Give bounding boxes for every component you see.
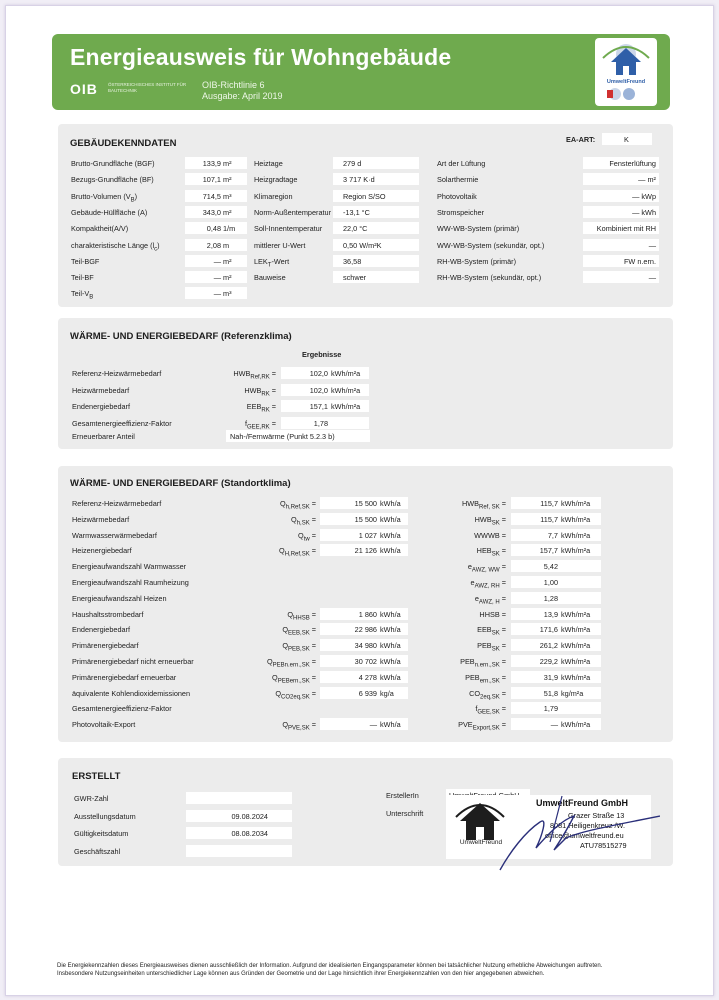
site-s-symbol-subscript: SK (491, 630, 500, 637)
site-s-symbol: WWWB = (474, 530, 506, 540)
site-s-symbol-subscript: Ref, SK (479, 504, 500, 511)
site-s-symbol: $f_{GEE,SK}$ = (475, 704, 506, 716)
site-q-unit: kWh/a (380, 657, 401, 666)
site-q-unit: kWh/a (380, 514, 401, 524)
reference-symbol-text: HWB (233, 369, 251, 378)
site-s-value: 1,79 (543, 704, 558, 714)
reference-value: 102,0 (309, 385, 328, 395)
building-field-value: 2,08 (206, 240, 221, 250)
site-s-unit: kWh/m²a (561, 530, 591, 540)
building-field-label-text: Teil-V (71, 289, 90, 299)
climate-field-label (254, 241, 305, 251)
climate-field-value: Region S/SO (343, 191, 386, 201)
site-s-value: 261,2 (539, 641, 558, 651)
site-q-symbol-subscript: PEBern.,SK (277, 678, 310, 685)
site-q-symbol: $Q_{tw}$ = (298, 530, 316, 543)
climate-field-value: 22,0 °C (343, 224, 368, 234)
reference-symbol-subscript: RK (261, 407, 270, 414)
climate-field-label (254, 208, 331, 218)
building-field-label (71, 273, 94, 283)
site-q-symbol-text: Q (282, 625, 289, 635)
site-s-unit: kWh/m²a (561, 672, 591, 682)
building-field-label (71, 257, 99, 267)
reference-label: Referenz-Heizwärmebedarf (72, 369, 162, 378)
disclaimer-line2: Insbesondere Nutzungseinheiten unterschiedlicher Lage können aus Gründen der Geometrie und der Lage hinsichtlich ihrer Energiekennzahlen von den hier angegebenen abweichen. (57, 971, 545, 977)
climate-field-label-subscript: T (267, 262, 272, 269)
site-s-unit: kWh/m²a (561, 720, 591, 730)
reference-symbol-text: HWB (244, 385, 262, 395)
building-field-label-subscript: B (130, 197, 135, 204)
site-q-symbol-subscript: PEB,SK (288, 646, 310, 653)
building-field-label-text-end: ) (157, 240, 160, 250)
site-q-value: 15 500 (354, 514, 377, 524)
site-q-value: 30 702 (354, 657, 377, 666)
guideline-info (202, 80, 283, 102)
climate-field-label-text: Bauweise (254, 273, 286, 283)
site-q-symbol: $Q_{PEBern.,SK}$ = (272, 672, 316, 685)
results-header: Ergebnisse (302, 350, 342, 359)
climate-field-label (254, 175, 297, 185)
building-field-label-subscript: B (89, 294, 94, 301)
site-s-symbol: $HWB_{SK}$ = (474, 514, 506, 527)
site-q-symbol-text: Q (275, 688, 282, 698)
building-field-label (71, 241, 160, 254)
building-field-unit: m² (223, 175, 232, 185)
climate-field-value: 36,58 (343, 256, 362, 266)
climate-field-label (254, 224, 322, 234)
site-q-symbol: $Q_{CO2eq,SK}$ = (275, 688, 316, 701)
site-q-symbol-subscript: HHSB (293, 615, 310, 622)
site-label: Heizenergiebedarf (72, 546, 132, 556)
building-field-value: 133,9 (202, 159, 221, 168)
system-field-label: Solarthermie (437, 175, 479, 185)
site-s-symbol-subscript: AWZ, WW (471, 567, 500, 574)
ea-art-label: EA-ART: (566, 135, 596, 144)
creator-label: ErstellerIn (386, 791, 419, 800)
building-field-label (71, 192, 137, 205)
handwritten-signature (470, 792, 660, 874)
guideline-edition: Ausgabe: April 2019 (202, 91, 283, 101)
climate-field-label-text: Heiztage (254, 159, 283, 168)
site-s-value: — (550, 720, 558, 730)
building-field-unit: m² (223, 256, 232, 266)
building-field-value: — (213, 289, 221, 299)
climate-field-value: schwer (343, 273, 367, 283)
climate-field-label-text: mittlerer U-Wert (254, 240, 306, 250)
site-label: Energieaufwandszahl Heizen (72, 593, 167, 603)
signature-label: Unterschrift (386, 809, 424, 818)
site-q-value: 22 986 (354, 625, 377, 635)
site-s-unit: kWh/m²a (561, 499, 591, 508)
site-q-symbol-subscript: PEBn.ern.,SK (272, 662, 310, 669)
site-q-unit: kg/a (380, 688, 394, 698)
disclaimer (57, 962, 687, 978)
site-s-symbol-subscript: Export,SK (472, 725, 500, 732)
site-q-symbol-subscript: tw (303, 536, 310, 543)
site-s-unit: kWh/m²a (561, 657, 591, 666)
site-label: Primärenergiebedarf nicht erneuerbar (72, 657, 194, 666)
system-field-value: FW n.ern. (623, 256, 656, 266)
site-s-value: 31,9 (543, 672, 558, 682)
site-q-symbol-text: Q (282, 720, 289, 730)
site-s-value: 115,7 (540, 514, 558, 524)
site-s-unit: kWh/m²a (561, 625, 591, 635)
site-s-value: 1,00 (543, 578, 558, 587)
building-field-label (71, 289, 93, 302)
site-q-symbol: $Q_{h,SK}$ = (291, 514, 316, 527)
building-field-label (71, 175, 154, 185)
site-s-symbol-text: HEB (476, 546, 492, 556)
stamp-street: Grazer Straße 13 (568, 811, 625, 820)
site-q-unit: kWh/a (380, 499, 401, 508)
reference-label: Heizwärmebedarf (72, 385, 130, 395)
site-q-symbol-subscript: CO2eq,SK (281, 694, 310, 701)
building-field-value: 107,1 (202, 175, 221, 185)
site-s-symbol: $PEB_{SK}$ = (477, 641, 506, 653)
building-field-label-text: charakteristische Länge (l (71, 240, 155, 250)
site-s-value: 229,2 (539, 657, 558, 666)
building-field-label-text: Bezugs-Grundfläche (BF) (71, 175, 154, 185)
site-s-symbol-text: PEB (460, 657, 475, 666)
site-s-symbol: $HWB_{Ref, SK}$ = (461, 499, 506, 511)
reference-climate-title: WÄRME- UND ENERGIEBEDARF (Referenzklima) (70, 331, 292, 342)
site-q-symbol: $Q_{PEB,SK}$ = (282, 641, 316, 653)
climate-field-label-text: Norm-Außentemperatur (254, 207, 332, 217)
issued-field-box (186, 845, 292, 857)
site-s-symbol-subscript: SK (491, 646, 500, 653)
reference-symbol-subscript: Ref,RK (250, 374, 270, 381)
site-q-unit: kWh/a (380, 641, 401, 651)
building-field-unit: 1/m (223, 224, 236, 234)
site-label: Photovoltaik-Export (72, 720, 136, 730)
site-label: Primärenergiebedarf (72, 641, 139, 651)
building-field-value: — (213, 273, 221, 283)
building-field-unit: m³ (223, 289, 232, 299)
site-s-symbol-text: WWWB (474, 530, 500, 540)
site-s-symbol-text: e (467, 562, 472, 572)
site-label: Referenz-Heizwärmebedarf (72, 499, 162, 508)
system-field-label: RH-WB-System (sekundär, opt.) (437, 273, 542, 283)
site-s-symbol-text: f (475, 704, 478, 714)
climate-field-value: 3 717 K·d (343, 175, 375, 185)
system-field-value: Fensterlüftung (609, 159, 656, 168)
site-s-symbol-text: HWB (474, 514, 492, 524)
stamp-email: office@umweltfreund.eu (545, 831, 624, 840)
system-field-value: — kWp (632, 191, 656, 201)
site-s-symbol-text: PEB (477, 641, 492, 651)
site-s-value: 5,42 (543, 562, 558, 572)
site-s-unit: kWh/m²a (561, 609, 591, 619)
site-q-symbol: $Q_{HHSB}$ = (287, 609, 316, 622)
stamp-uid: ATU78515279 (580, 841, 627, 850)
site-s-symbol-subscript: 2eq,SK (480, 694, 500, 701)
system-field-label: WW-WB-System (sekundär, opt.) (437, 240, 545, 250)
renewable-share-value: Nah-/Fernwärme (Punkt 5.2.3 b) (230, 432, 335, 441)
reference-value: 157,1 (309, 402, 328, 411)
system-field-label: WW-WB-System (primär) (437, 224, 520, 234)
reference-unit: kWh/m²a (331, 402, 361, 411)
site-q-symbol: $Q_{EEB,SK}$ = (282, 625, 316, 637)
house-logo-icon (595, 38, 657, 106)
site-q-symbol-subscript: PVE,SK (288, 725, 310, 732)
title-banner (52, 34, 670, 110)
reference-label: Endenergiebedarf (72, 402, 131, 411)
site-q-value: 15 500 (354, 499, 377, 508)
building-field-label-text: Brutto-Grundfläche (BGF) (71, 159, 155, 168)
site-s-value: 115,7 (540, 499, 558, 508)
site-q-symbol-subscript: EEB,SK (288, 630, 310, 637)
climate-field-value: 0,50 W/m²K (343, 240, 382, 250)
site-climate-title: WÄRME- UND ENERGIEBEDARF (Standortklima) (70, 478, 291, 489)
guideline-name: OIB-Richtlinie 6 (202, 80, 265, 90)
site-s-unit: kg/m²a (561, 688, 584, 698)
building-field-label-text: Kompaktheit(A/V) (71, 224, 129, 234)
building-field-label-subscript: c (154, 245, 158, 252)
issued-title: ERSTELLT (72, 771, 121, 782)
site-s-symbol: $HEB_{SK}$ = (476, 546, 506, 558)
site-s-symbol: HHSB = (479, 609, 506, 619)
reference-unit: kWh/m²a (331, 369, 361, 378)
site-s-symbol: $EEB_{SK}$ = (477, 625, 506, 637)
oib-subtitle: ÖSTERREICHISCHES INSTITUT FÜR BAUTECHNIK (108, 82, 187, 93)
site-q-symbol-subscript: h,Ref,SK (285, 504, 310, 511)
building-data-title: GEBÄUDEKENNDATEN (70, 138, 177, 149)
site-q-symbol-text: Q (279, 546, 285, 556)
building-field-unit: m² (223, 159, 232, 168)
document-title: Energieausweis für Wohngebäude (70, 44, 452, 70)
site-s-symbol: $PEB_{n.ern.,SK}$ = (460, 657, 506, 669)
site-s-symbol-subscript: GEE,SK (477, 709, 500, 716)
site-label: Haushaltsstrombedarf (72, 609, 144, 619)
reference-symbol: $HWB_{Ref,RK}$ = (233, 369, 276, 381)
site-q-value: 1 027 (358, 530, 377, 540)
site-s-unit: kWh/m²a (561, 546, 591, 556)
site-s-unit: kWh/m²a (561, 514, 591, 524)
climate-field-label-text-end: -Wert (271, 256, 290, 266)
building-field-label-text: Gebäude-Hüllfläche (A) (71, 207, 148, 217)
site-label: Warmwasserwärmebedarf (72, 530, 157, 540)
climate-field-label-text: Heizgradtage (254, 175, 298, 185)
climate-field-label-text: Klimaregion (254, 191, 293, 201)
site-s-symbol-subscript: SK (491, 520, 500, 527)
building-field-value: 343,0 (202, 207, 221, 217)
climate-field-value: 279 d (343, 159, 362, 168)
reference-symbol: $EEB_{RK}$ = (246, 402, 276, 414)
climate-field-label (254, 257, 289, 270)
building-field-label (71, 159, 155, 169)
issued-field-label: Gültigkeitsdatum (74, 829, 129, 838)
stamp-logo-text: UmweltFreund (459, 839, 503, 846)
site-q-value: 34 980 (354, 641, 377, 651)
site-s-value: 157,7 (539, 546, 558, 556)
climate-field-label-text: LEK (254, 256, 268, 266)
site-q-value: 21 126 (354, 546, 377, 556)
site-q-symbol-text: Q (291, 514, 297, 524)
system-field-value: — (648, 240, 656, 250)
building-field-label (71, 208, 147, 218)
site-q-symbol-text: Q (280, 499, 286, 508)
site-s-symbol-subscript: AWZ, RH (474, 583, 500, 590)
site-q-symbol: $Q_{PEBn.ern.,SK}$ = (266, 657, 316, 669)
ea-art-value: K (624, 135, 629, 144)
site-q-value: 4 278 (358, 672, 377, 682)
oib-logo: OIB (70, 81, 98, 97)
disclaimer-line1: Die Energiekennzahlen dieses Energieausweises dienen ausschließlich der Information. Aufgrund der idealisierten Eingangsparameter können bei tatsächlicher Nutzung erhebliche Abweichungen auftreten. (57, 963, 603, 969)
site-s-symbol-text: CO (469, 688, 481, 698)
site-q-symbol-text: Q (298, 530, 304, 540)
site-s-symbol-text: e (474, 593, 479, 603)
issued-field-box (186, 792, 292, 804)
site-label: Endenergiebedarf (72, 625, 131, 635)
site-q-value: — (369, 720, 377, 730)
site-q-symbol-text: Q (272, 672, 278, 682)
site-q-symbol-subscript: h,SK (296, 520, 310, 527)
site-q-symbol: $Q_{PVE,SK}$ = (282, 720, 316, 732)
issued-field-label: Ausstellungsdatum (74, 811, 136, 821)
site-s-symbol-text: PEB (465, 672, 480, 682)
system-field-label: Stromspeicher (437, 207, 485, 217)
site-q-symbol-text: Q (287, 609, 294, 619)
climate-field-label (254, 192, 293, 202)
building-field-label-text: Brutto-Volumen (V (71, 191, 131, 201)
climate-field-label-text: Soll-Innentemperatur (254, 224, 323, 234)
site-s-symbol-subscript: ern.,SK (479, 678, 500, 685)
site-label: Primärenergiebedarf erneuerbar (72, 672, 177, 682)
reference-value: 1,78 (313, 418, 328, 428)
site-s-symbol: $e_{AWZ, WW}$ = (467, 562, 506, 574)
system-field-label: RH-WB-System (primär) (437, 256, 517, 266)
climate-field-value: -13,1 °C (343, 207, 370, 217)
site-s-symbol: $PVE_{Export,SK}$ = (458, 720, 506, 732)
site-q-symbol-text: Q (266, 657, 273, 666)
site-s-symbol-text: HWB (461, 499, 480, 508)
issued-field-value: 09.08.2024 (231, 811, 268, 821)
umweltfreund-badge (595, 38, 657, 106)
site-s-symbol-text: e (470, 578, 475, 587)
site-s-value: 1,28 (543, 593, 558, 603)
building-field-label (71, 224, 128, 234)
site-s-unit: kWh/m²a (561, 641, 591, 651)
reference-unit: kWh/m²a (331, 385, 361, 395)
site-q-value: 6 939 (358, 688, 377, 698)
site-s-symbol-subscript: n.ern.,SK (474, 662, 500, 669)
building-field-value: 0,48 (206, 224, 221, 234)
building-field-label-text: Teil-BGF (71, 256, 100, 266)
site-q-unit: kWh/a (380, 609, 401, 619)
site-label: äquivalente Kohlendioxidemissionen (72, 688, 191, 698)
reference-symbol-subscript: GEE,RK (247, 423, 270, 430)
site-s-symbol: $CO_{2eq,SK}$ = (469, 688, 506, 701)
system-field-label: Photovoltaik (437, 191, 477, 201)
site-s-symbol: $e_{AWZ, H}$ = (474, 593, 506, 606)
stamp-city: 8081 Heiligenkreuz /W. (550, 821, 626, 830)
climate-field-label (254, 273, 286, 283)
building-field-unit: m² (223, 273, 232, 283)
site-s-value: 7,7 (547, 530, 558, 540)
site-label: Gesamtenergieeffizienz-Faktor (72, 704, 172, 714)
site-q-unit: kWh/a (380, 625, 401, 635)
reference-label: Gesamtenergieeffizienz-Faktor (72, 418, 172, 428)
renewable-share-label: Erneuerbarer Anteil (72, 432, 135, 441)
site-label: Heizwärmebedarf (72, 514, 130, 524)
system-field-value: — kWh (632, 207, 656, 217)
system-field-label: Art der Lüftung (437, 159, 486, 168)
site-q-unit: kWh/a (380, 720, 401, 730)
site-s-symbol-text: HHSB (479, 609, 500, 619)
building-field-label-text: Teil-BF (71, 273, 94, 283)
reference-symbol: $HWB_{RK}$ = (244, 385, 276, 397)
site-s-symbol-subscript: SK (491, 551, 500, 558)
building-field-unit: m² (223, 207, 232, 217)
reference-symbol-text: f (244, 418, 248, 428)
issued-field-label: Geschäftszahl (74, 846, 121, 856)
issued-field-label: GWR-Zahl (74, 794, 109, 803)
reference-symbol: $f_{GEE,RK}$ = (244, 418, 276, 430)
building-field-value: 714,5 (202, 191, 221, 201)
issued-field-value: 08.08.2034 (231, 829, 268, 838)
site-q-symbol-text: Q (282, 641, 289, 651)
system-field-value: — m² (638, 175, 656, 185)
building-field-label-text-end: ) (134, 191, 138, 201)
reference-symbol-subscript: RK (261, 390, 270, 397)
site-s-symbol-text: PVE (458, 720, 473, 730)
site-s-symbol-text: EEB (477, 625, 492, 635)
site-q-symbol-subscript: H,Ref,SK (284, 551, 310, 558)
site-s-value: 51,8 (543, 688, 558, 698)
site-s-symbol: $e_{AWZ, RH}$ = (470, 578, 506, 590)
building-field-value: — (213, 256, 221, 266)
system-field-value: Kombiniert mit RH (596, 224, 656, 234)
badge-label: UmweltFreund (606, 79, 646, 85)
site-q-unit: kWh/a (380, 530, 401, 540)
stamp-company: UmweltFreund GmbH (536, 798, 629, 808)
system-field-value: — (648, 273, 656, 283)
building-field-unit: m (223, 240, 230, 250)
site-label: Energieaufwandszahl Warmwasser (72, 562, 187, 572)
reference-symbol-text: EEB (246, 402, 262, 411)
site-label: Energieaufwandszahl Raumheizung (72, 578, 189, 587)
reference-value: 102,0 (309, 369, 328, 378)
site-q-symbol: $Q_{h,Ref,SK}$ = (280, 499, 316, 511)
site-s-value: 13,9 (543, 609, 558, 619)
climate-field-label (254, 159, 283, 169)
building-field-unit: m³ (223, 191, 232, 201)
site-s-symbol-subscript: AWZ, H (478, 599, 500, 606)
site-q-unit: kWh/a (380, 672, 401, 682)
site-q-symbol: $Q_{H,Ref,SK}$ = (279, 546, 316, 558)
site-s-value: 171,6 (539, 625, 558, 635)
site-q-unit: kWh/a (380, 546, 401, 556)
site-q-value: 1 860 (358, 609, 377, 619)
site-s-symbol: $PEB_{ern.,SK}$ = (465, 672, 506, 685)
